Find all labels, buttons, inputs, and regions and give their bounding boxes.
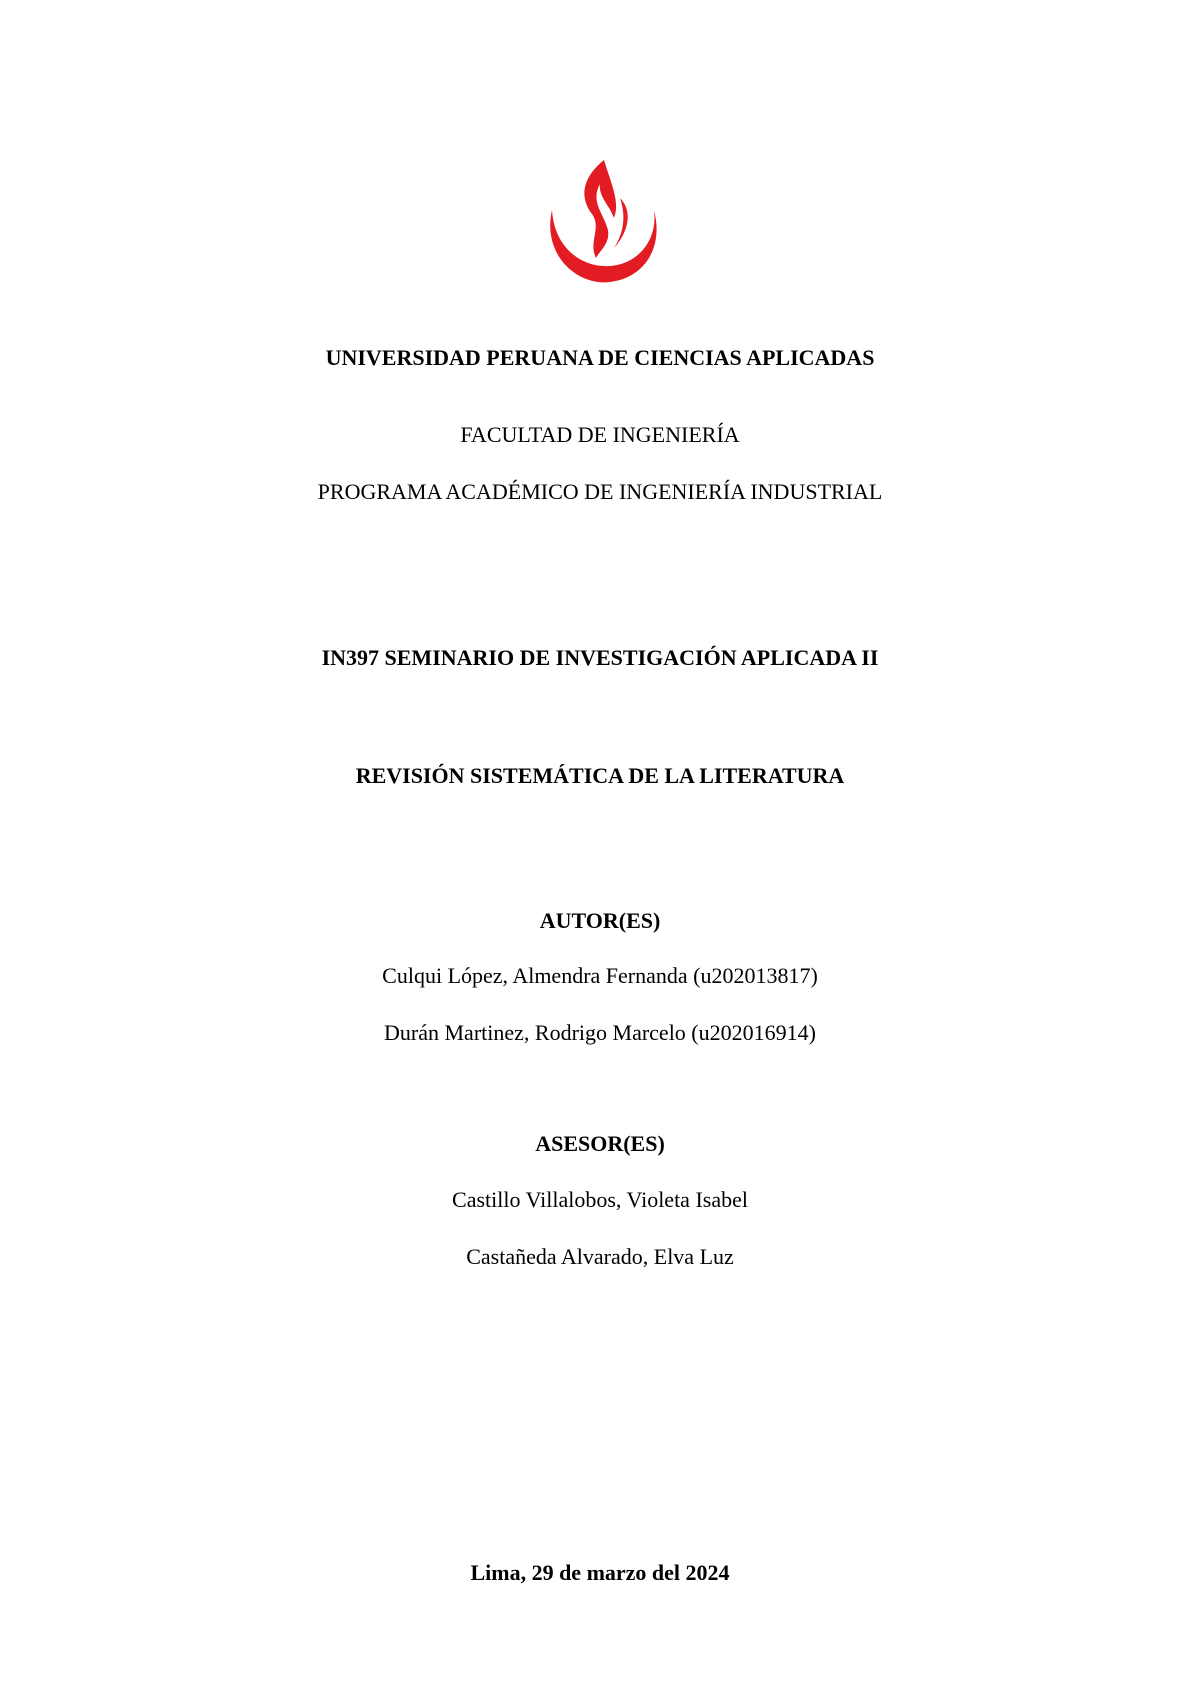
author-item: Durán Martinez, Rodrigo Marcelo (u202016914) xyxy=(384,1020,816,1045)
place-date: Lima, 29 de marzo del 2024 xyxy=(470,1560,730,1585)
advisor-item: Castañeda Alvarado, Elva Luz xyxy=(466,1244,734,1269)
document-title: REVISIÓN SISTEMÁTICA DE LA LITERATURA xyxy=(355,763,845,788)
faculty-name: FACULTAD DE INGENIERÍA xyxy=(460,422,740,447)
program-name: PROGRAMA ACADÉMICO DE INGENIERÍA INDUSTRIAL xyxy=(317,479,883,504)
authors-heading: AUTOR(ES) xyxy=(539,908,661,933)
author-item: Culqui López, Almendra Fernanda (u202013817) xyxy=(382,963,818,988)
university-name: UNIVERSIDAD PERUANA DE CIENCIAS APLICADAS xyxy=(325,345,875,370)
upc-logo-icon xyxy=(540,158,664,288)
course-title: IN397 SEMINARIO DE INVESTIGACIÓN APLICADA II xyxy=(321,645,879,670)
advisors-heading: ASESOR(ES) xyxy=(535,1131,665,1156)
advisor-item: Castillo Villalobos, Violeta Isabel xyxy=(452,1187,748,1212)
